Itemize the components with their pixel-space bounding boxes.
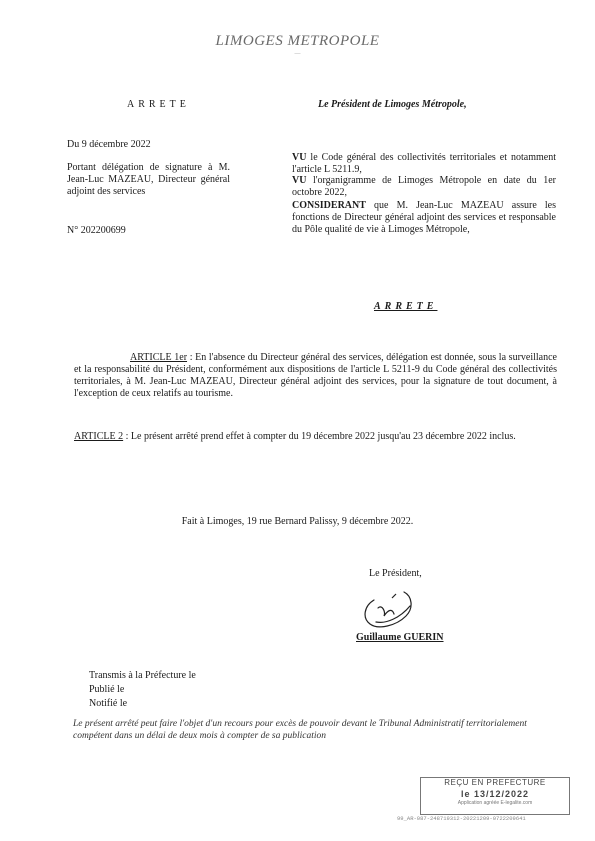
arrete-title-left: ARRETE (127, 99, 190, 110)
stamp-reference: 99_AR-087-248719312-20221209-0722209641 (397, 815, 526, 822)
transmis-block (89, 669, 196, 711)
president-heading: Le Président de Limoges Métropole, (318, 99, 467, 110)
stamp-application: Application agréée E-legalite.com (457, 800, 533, 806)
vu-label: VU (292, 175, 307, 186)
header-mark: — (294, 51, 301, 57)
fait-line: Fait à Limoges, 19 rue Bernard Palissy, 9 décembre 2022. (181, 516, 414, 527)
article-1 (74, 352, 557, 400)
article-1-label: ARTICLE 1er (130, 352, 188, 363)
transmis-prefecture: Transmis à la Préfecture le (89, 670, 196, 681)
considerant-text: que M. Jean-Luc MAZEAU assure les fonctions de Directeur général adjoint des services et responsable du Pôle qualité de vie à Limoges Métropole, (292, 200, 556, 235)
handwritten-signature (356, 578, 426, 636)
vu-text: le Code général des collectivités territoriales et notamment l'article L 5211.9, (292, 152, 556, 175)
notifie-line: Notifié le (89, 698, 128, 709)
article-2 (74, 431, 557, 443)
signatory-name: Guillaume GUERIN (356, 632, 444, 643)
recours-notice: Le présent arrêté peut faire l'objet d'un recours pour excès de pouvoir devant le Tribunal Administratif territorialement compétent dans un délai de deux mois à compter de sa publication (73, 719, 527, 741)
article-1-text: : En l'absence du Directeur général des services, délégation est donnée, sous la surveillance et la responsabilité du Président, conformément aux dispositions de l'article L 5211-9 du Code général des collectivités territoriales, à M. Jean-Luc MAZEAU, Directeur général adjoint des services, pour la signature de tout document, à l'exception de ceux relatifs au tourisme. (74, 352, 557, 399)
publie-line: Publié le (89, 684, 125, 695)
header-title: LIMOGES METROPOLE (215, 33, 380, 49)
considerant-paragraph (292, 200, 556, 236)
article-2-label: ARTICLE 2 (74, 431, 124, 442)
vu-paragraph-2 (292, 175, 556, 199)
arrete-title-center: ARRETE (374, 301, 438, 312)
date-line: Du 9 décembre 2022 (67, 139, 151, 150)
signature-title: Le Président, (369, 568, 422, 579)
vu-text: l'organigramme de Limoges Métropole en date du 1er octobre 2022, (292, 175, 556, 198)
subject-text: Portant délégation de signature à M. Jean-Luc MAZEAU, Directeur général adjoint des services (67, 162, 230, 197)
arrete-number: N° 202200699 (67, 225, 126, 236)
stamp-date: le 13/12/2022 (460, 789, 530, 799)
vu-paragraph-1 (292, 152, 556, 176)
stamp-title: REÇU EN PREFECTURE (444, 778, 546, 787)
vu-label: VU (292, 152, 307, 163)
considerant-label: CONSIDERANT (292, 200, 366, 211)
article-2-text: : Le présent arrêté prend effet à compter du 19 décembre 2022 jusqu'au 23 décembre 2022 inclus. (123, 431, 516, 442)
prefecture-stamp (420, 777, 570, 815)
